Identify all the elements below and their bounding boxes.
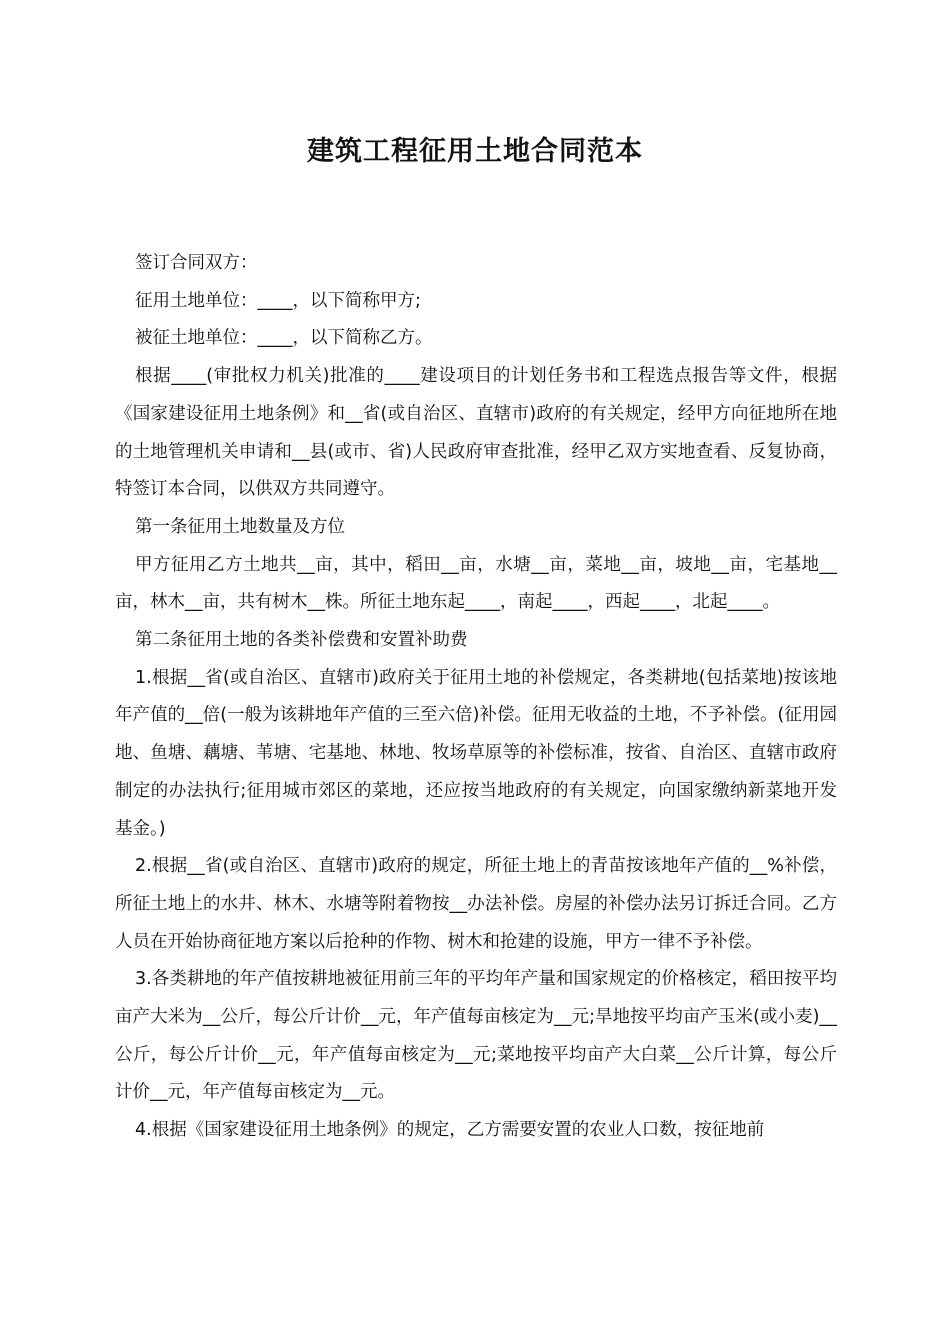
- article-2-item-3: 3.各类耕地的年产值按耕地被征用前三年的平均年产量和国家规定的价格核定，稻田按平均亩产大米为__公斤，每公斤计价__元，年产值每亩核定为__元;旱地按平均亩产玉米(或小麦)__公斤，每公斤计价__元，年产值每亩核定为__元;菜地按平均亩产大白菜__公斤计算，每公斤计价__元，年产值每亩核定为__元。: [115, 969, 837, 1103]
- article-2-item-4: 4.根据《国家建设征用土地条例》的规定，乙方需要安置的农业人口数，按征地前: [135, 1120, 765, 1141]
- article-2-item-2: 2.根据__省(或自治区、直辖市)政府的规定，所征土地上的青苗按该地年产值的__%补偿，所征土地上的水井、林木、水塘等附着物按__办法补偿。房屋的补偿办法另订拆迁合同。乙方人员在开始协商征地方案以后抢种的作物、树木和抢建的设施，甲方一律不予补偿。: [115, 856, 837, 952]
- party-a-line: 征用土地单位：____，以下简称甲方;: [135, 290, 421, 311]
- party-b-line: 被征土地单位：____，以下简称乙方。: [135, 328, 433, 349]
- article-2-item-1: 1.根据__省(或自治区、直辖市)政府关于征用土地的补偿规定，各类耕地(包括菜地)按该地年产值的__倍(一般为该耕地年产值的三至六倍)补偿。征用无收益的土地，不予补偿。(征用园地、鱼塘、藕塘、苇塘、宅基地、林地、牧场草原等的补偿标准，按省、自治区、直辖市政府制定的办法执行;征用城市郊区的菜地，还应按当地政府的有关规定，向国家缴纳新菜地开发基金。): [115, 667, 837, 839]
- article-2-heading: 第二条征用土地的各类补偿费和安置补助费: [135, 630, 468, 651]
- preamble-paragraph: 根据____(审批权力机关)批准的____建设项目的计划任务书和工程选点报告等文件，根据《国家建设征用土地条例》和__省(或自治区、直辖市)政府的有关规定，经甲方向征地所在地的土地管理机关申请和__县(或市、省)人民政府审查批准，经甲乙双方实地查看、反复协商，特签订本合同，以供双方共同遵守。: [115, 366, 837, 500]
- document-body: [115, 245, 837, 1150]
- article-1-text: 甲方征用乙方土地共__亩，其中，稻田__亩，水塘__亩，菜地__亩，坡地__亩，宅基地__亩，林木__亩，共有树木__株。所征土地东起____，南起____，西起____，北起____。: [115, 554, 837, 613]
- parties-heading: 签订合同双方：: [135, 253, 258, 273]
- document-title: 建筑工程征用土地合同范本: [307, 136, 643, 167]
- article-1-heading: 第一条征用土地数量及方位: [135, 516, 345, 537]
